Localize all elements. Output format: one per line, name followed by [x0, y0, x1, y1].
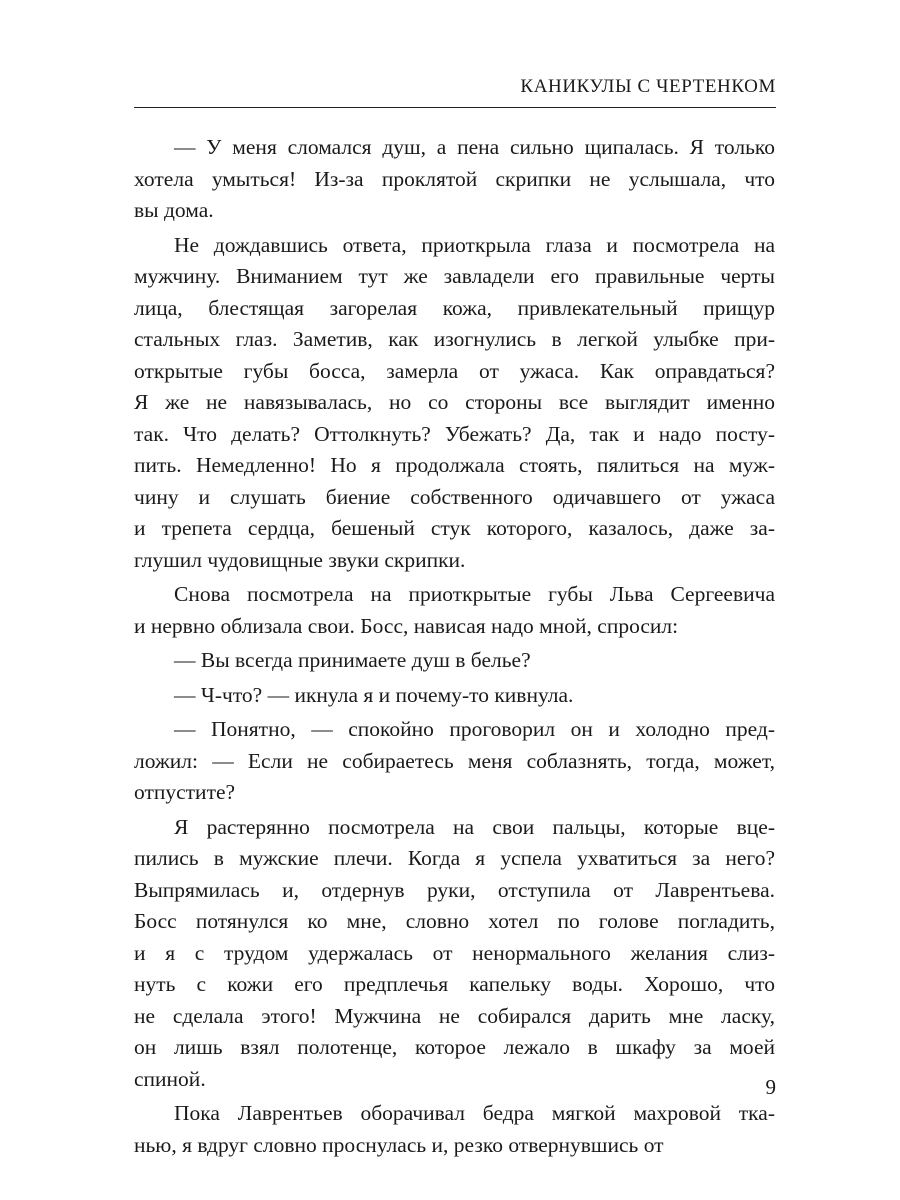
text-line: Не дождавшись ответа, приоткрыла глаза и посмотрела на [174, 232, 775, 257]
text-line: ложил: — Если не собираетесь меня соблазнять, тогда, может, [134, 748, 775, 773]
text-line: пились в мужские плечи. Когда я успела ухватиться за него? [134, 846, 775, 870]
paragraph [134, 812, 776, 1096]
text-line: хотела умыться! Из-за проклятой скрипки не услышала, что [134, 166, 775, 191]
paragraph [134, 579, 776, 642]
text-line: — Понятно, — спокойно проговорил он и холодно пред- [174, 717, 776, 741]
text-line: Я растерянно посмотрела на свои пальцы, которые вце- [174, 814, 776, 839]
text-line: глушил чудовищные звуки скрипки. [134, 547, 466, 572]
text-line: чину и слушать биение собственного одичавшего от ужаса [134, 484, 775, 509]
text-line: лица, блестящая загорелая кожа, привлекательный прищур [134, 295, 775, 320]
text-line: и нервно облизала свои. Босс, нависая надо мной, спросил: [134, 613, 679, 638]
paragraph [134, 645, 776, 677]
text-line: стальных глаз. Заметив, как изогнулись в легкой улыбке при- [134, 327, 775, 351]
paragraph [134, 230, 776, 577]
paragraph [134, 714, 776, 809]
text-line: и я с трудом удержалась от ненормального желания слиз- [134, 940, 776, 965]
text-line: пить. Немедленно! Но я продолжала стоять, пялиться на муж- [134, 453, 775, 477]
body-text [134, 132, 776, 1161]
text-line: нью, я вдруг словно проснулась и, резко отвернувшись от [134, 1132, 664, 1157]
text-line: нуть с кожи его предплечья капельку воды. Хорошо, что [134, 972, 776, 996]
text-line: открытые губы босса, замерла от ужаса. Как оправдаться? [134, 358, 775, 383]
text-line: Пока Лаврентьев оборачивал бедра мягкой махровой тка- [174, 1101, 775, 1125]
text-line: отпустите? [134, 780, 236, 804]
text-line: он лишь взял полотенце, которое лежало в шкафу за моей [134, 1035, 775, 1059]
text-line: мужчину. Вниманием тут же завладели его правильные черты [134, 264, 775, 288]
text-line: Босс потянулся ко мне, словно хотел по голове погладить, [134, 909, 775, 933]
running-head: КАНИКУЛЫ С ЧЕРТЕНКОМ [520, 76, 776, 97]
text-line: спиной. [134, 1066, 206, 1091]
page-number: 9 [765, 1075, 776, 1099]
text-line: не сделала этого! Мужчина не собирался дарить мне ласку, [134, 1003, 775, 1028]
text-line: — Вы всегда принимаете душ в белье? [174, 648, 531, 672]
paragraph [134, 132, 776, 227]
header-rule [134, 107, 776, 108]
text-line: и трепета сердца, бешеный стук которого, казалось, даже за- [134, 516, 775, 540]
paragraph [134, 1098, 776, 1161]
text-line: Я же не навязывалась, но со стороны все выглядит именно [134, 390, 775, 414]
text-line: Выпрямилась и, отдернув руки, отступила от Лаврентьева. [134, 877, 775, 902]
paragraph [134, 680, 776, 712]
text-line: вы дома. [134, 198, 214, 222]
text-line: так. Что делать? Оттолкнуть? Убежать? Да, так и надо посту- [134, 421, 775, 446]
text-line: — У меня сломался душ, а пена сильно щипалась. Я только [174, 135, 775, 159]
text-line: — Ч-что? — икнула я и почему-то кивнула. [174, 682, 574, 707]
text-line: Снова посмотрела на приоткрытые губы Льва Сергеевича [174, 582, 775, 606]
